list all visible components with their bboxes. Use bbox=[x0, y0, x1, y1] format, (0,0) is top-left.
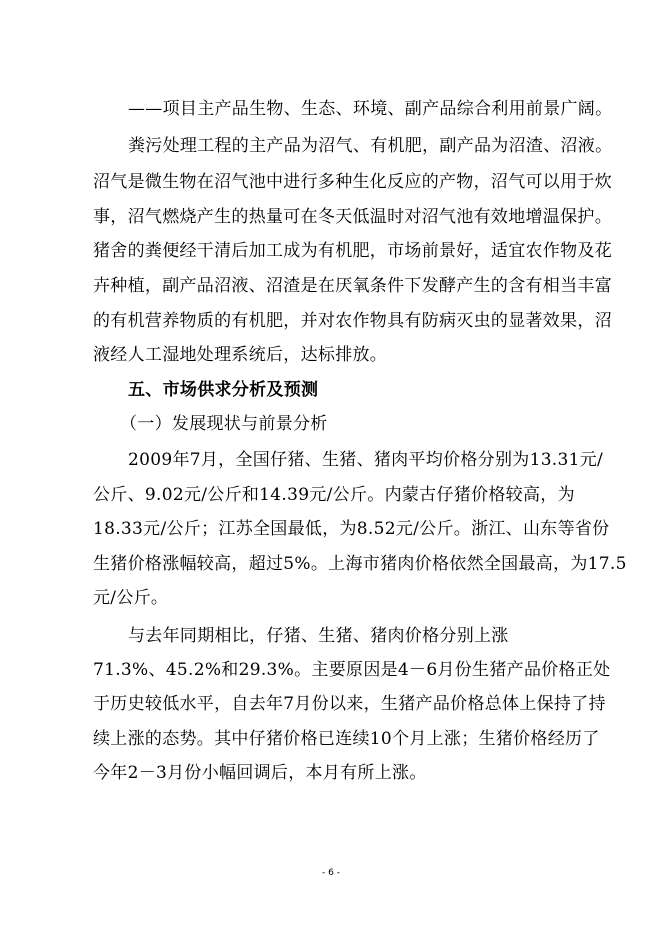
text-line: 卉种植，副产品沼液、沼渣是在厌氧条件下发酵产生的含有相当丰富 bbox=[93, 276, 612, 296]
section-heading: 五、市场供求分析及预测 bbox=[128, 380, 319, 400]
text-line: 与去年同期相比，仔猪、生猪、猪肉价格分别上涨 bbox=[128, 626, 509, 646]
text-line: 71.3%、45.2%和29.3%。主要原因是4－6月份生猪产品价格正处 bbox=[93, 660, 611, 680]
text-line: 沼气是微生物在沼气池中进行多种生化反应的产物，沼气可以用于炊 bbox=[93, 172, 612, 192]
text-line: 今年2－3月份小幅回调后，本月有所上涨。 bbox=[93, 763, 427, 783]
subsection-heading: （一）发展现状与前景分析 bbox=[120, 414, 328, 434]
text-line: 粪污处理工程的主产品为沼气、有机肥，副产品为沼渣、沼液。 bbox=[128, 136, 613, 156]
text-line: 公斤、9.02元/公斤和14.39元/公斤。内蒙古仔猪价格较高，为 bbox=[93, 485, 575, 505]
text-line: 于历史较低水平，自去年7月份以来，生猪产品价格总体上保持了持 bbox=[93, 694, 606, 714]
page-number: - 6 - bbox=[322, 868, 340, 878]
text-line: ——项目主产品生物、生态、环境、副产品综合利用前景广阔。 bbox=[128, 99, 613, 119]
text-line: 事，沼气燃烧产生的热量可在冬天低温时对沼气池有效地增温保护。 bbox=[93, 207, 612, 227]
text-line: 猪舍的粪便经干清后加工成为有机肥，市场前景好，适宜农作物及花 bbox=[93, 241, 612, 261]
text-line: 的有机营养物质的有机肥，并对农作物具有防病灭虫的显著效果，沼 bbox=[93, 311, 612, 331]
text-line: 2009年7月，全国仔猪、生猪、猪肉平均价格分别为13.31元/ bbox=[128, 450, 604, 470]
text-line: 液经人工湿地处理系统后，达标排放。 bbox=[93, 345, 388, 365]
text-line: 生猪价格涨幅较高，超过5%。上海市猪肉价格依然全国最高，为17.5 bbox=[93, 554, 627, 574]
text-line: 18.33元/公斤；江苏全国最低，为8.52元/公斤。浙江、山东等省份 bbox=[93, 519, 610, 539]
text-line: 元/公斤。 bbox=[93, 588, 169, 608]
text-line: 续上涨的态势。其中仔猪价格已连续10个月上涨；生猪价格经历了 bbox=[93, 729, 600, 749]
